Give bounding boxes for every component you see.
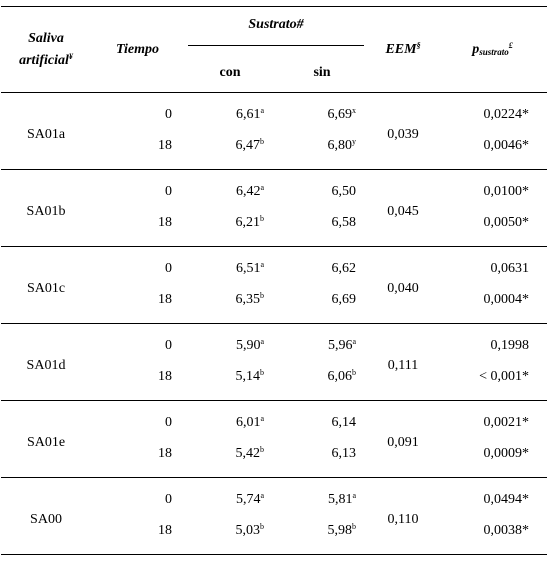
sin-value: 6,50 <box>331 184 356 199</box>
p-value-cell: 0,0038* <box>438 515 547 555</box>
sin-cell <box>276 170 368 208</box>
con-value: 5,74 <box>235 492 261 507</box>
p-value-cell: 0,0021* <box>483 415 529 430</box>
header-saliva-artificial <box>1 7 91 93</box>
con-value: 5,42 <box>235 445 260 461</box>
eem-cell: 0,111 <box>368 324 438 401</box>
sin-cell <box>276 93 368 131</box>
p-value-cell: 0,0631 <box>490 261 529 276</box>
con-superscript: a <box>260 260 264 269</box>
con-superscript: a <box>260 106 264 115</box>
sin-value: 6,62 <box>331 261 356 276</box>
header-eem-label: EEM <box>385 41 417 57</box>
tiempo-cell: 18 <box>91 515 184 555</box>
con-cell <box>184 478 276 516</box>
tiempo-cell: 0 <box>165 415 172 430</box>
sin-value: 5,96 <box>327 338 353 353</box>
con-value: 6,47 <box>235 137 260 153</box>
con-value: 6,61 <box>235 107 261 122</box>
table-header <box>1 7 547 93</box>
sin-superscript: a <box>352 337 356 346</box>
header-saliva-mark: ¥ <box>68 51 73 61</box>
con-superscript: b <box>260 136 264 146</box>
tiempo-cell: 0 <box>165 261 172 276</box>
con-superscript: b <box>260 213 264 223</box>
table-row <box>1 93 547 131</box>
results-table <box>1 6 547 555</box>
con-cell <box>184 438 276 478</box>
sin-superscript: b <box>352 521 356 531</box>
group-name: SA01b <box>1 170 91 247</box>
header-tiempo: Tiempo <box>91 7 184 93</box>
eem-cell: 0,040 <box>368 247 438 324</box>
p-value-cell: 0,0100* <box>483 184 529 199</box>
sin-cell <box>276 515 368 555</box>
group-name: SA01a <box>1 93 91 170</box>
con-cell <box>184 361 276 401</box>
eem-cell: 0,091 <box>368 401 438 478</box>
con-value: 6,42 <box>235 184 261 199</box>
p-value-cell: < 0,001* <box>438 361 547 401</box>
group-name: SA00 <box>1 478 91 555</box>
sin-value: 6,13 <box>331 445 356 461</box>
header-saliva-line1: Saliva <box>28 30 64 46</box>
header-sustrato <box>184 7 368 55</box>
p-value-cell: 0,0004* <box>438 284 547 324</box>
tiempo-cell: 0 <box>165 107 172 122</box>
eem-cell: 0,039 <box>368 93 438 170</box>
sin-cell <box>276 324 368 362</box>
sin-cell <box>276 401 368 439</box>
con-value: 5,90 <box>235 338 261 353</box>
p-value-cell: 0,0494* <box>483 492 529 507</box>
header-p-subscript: sustrato <box>479 46 509 57</box>
p-value-cell: 0,0009* <box>438 438 547 478</box>
con-cell <box>184 93 276 131</box>
p-value-cell: 0,0050* <box>438 207 547 247</box>
sin-cell <box>276 438 368 478</box>
con-cell <box>184 324 276 362</box>
header-sin: sin <box>276 54 368 93</box>
con-value: 6,21 <box>235 214 260 230</box>
tiempo-cell: 18 <box>91 207 184 247</box>
p-value-cell: 0,1998 <box>490 338 529 353</box>
con-cell <box>184 130 276 170</box>
con-cell <box>184 401 276 439</box>
header-eem <box>368 7 438 93</box>
p-value-cell: 0,0046* <box>438 130 547 170</box>
con-superscript: b <box>260 290 264 300</box>
tiempo-cell: 18 <box>91 438 184 478</box>
sin-superscript: y <box>352 136 356 146</box>
tiempo-cell: 18 <box>91 284 184 324</box>
group-name: SA01c <box>1 247 91 324</box>
sin-cell <box>276 478 368 516</box>
con-cell <box>184 247 276 285</box>
sin-superscript: x <box>352 106 356 115</box>
sin-value: 5,98 <box>327 522 352 538</box>
con-value: 5,03 <box>235 522 260 538</box>
con-superscript: a <box>260 183 264 192</box>
table-row <box>1 324 547 362</box>
eem-cell: 0,045 <box>368 170 438 247</box>
sin-cell <box>276 130 368 170</box>
sin-value: 6,06 <box>327 368 352 384</box>
con-value: 6,51 <box>235 261 261 276</box>
con-superscript: b <box>260 521 264 531</box>
con-superscript: a <box>260 414 264 423</box>
sin-cell <box>276 284 368 324</box>
sin-cell <box>276 247 368 285</box>
sin-cell <box>276 361 368 401</box>
tiempo-cell: 18 <box>91 130 184 170</box>
sin-value: 6,58 <box>331 214 356 230</box>
sin-value: 6,69 <box>327 107 352 122</box>
header-p-sustrato <box>438 7 547 93</box>
con-cell <box>184 170 276 208</box>
eem-cell: 0,110 <box>368 478 438 555</box>
con-cell <box>184 284 276 324</box>
con-superscript: a <box>260 491 264 500</box>
tiempo-cell: 18 <box>91 361 184 401</box>
group-name: SA01d <box>1 324 91 401</box>
tiempo-cell: 0 <box>165 492 172 507</box>
table-row <box>1 478 547 516</box>
con-cell <box>184 515 276 555</box>
header-saliva-line2: artificial <box>19 52 69 68</box>
p-value-cell: 0,0224* <box>483 107 529 122</box>
tiempo-cell: 0 <box>165 184 172 199</box>
con-value: 6,35 <box>235 291 260 307</box>
sin-superscript: a <box>352 491 356 500</box>
header-eem-mark: § <box>416 40 421 50</box>
sin-value: 6,80 <box>327 137 352 153</box>
table-row <box>1 170 547 208</box>
sin-value: 6,14 <box>331 415 356 430</box>
con-superscript: b <box>260 444 264 454</box>
sin-cell <box>276 207 368 247</box>
header-sustrato-label: Sustrato# <box>188 17 364 46</box>
sin-superscript: b <box>352 367 356 377</box>
table-row <box>1 401 547 439</box>
con-superscript: a <box>260 337 264 346</box>
sin-value: 5,81 <box>327 492 353 507</box>
sin-value: 6,69 <box>331 291 356 307</box>
con-cell <box>184 207 276 247</box>
header-p-mark: £ <box>508 40 513 50</box>
tiempo-cell: 0 <box>165 338 172 353</box>
group-name: SA01e <box>1 401 91 478</box>
header-p-label: p <box>472 41 480 57</box>
con-superscript: b <box>260 367 264 377</box>
header-con: con <box>184 54 276 93</box>
con-value: 5,14 <box>235 368 260 384</box>
con-value: 6,01 <box>235 415 261 430</box>
table-row <box>1 247 547 285</box>
table-body <box>1 93 547 555</box>
